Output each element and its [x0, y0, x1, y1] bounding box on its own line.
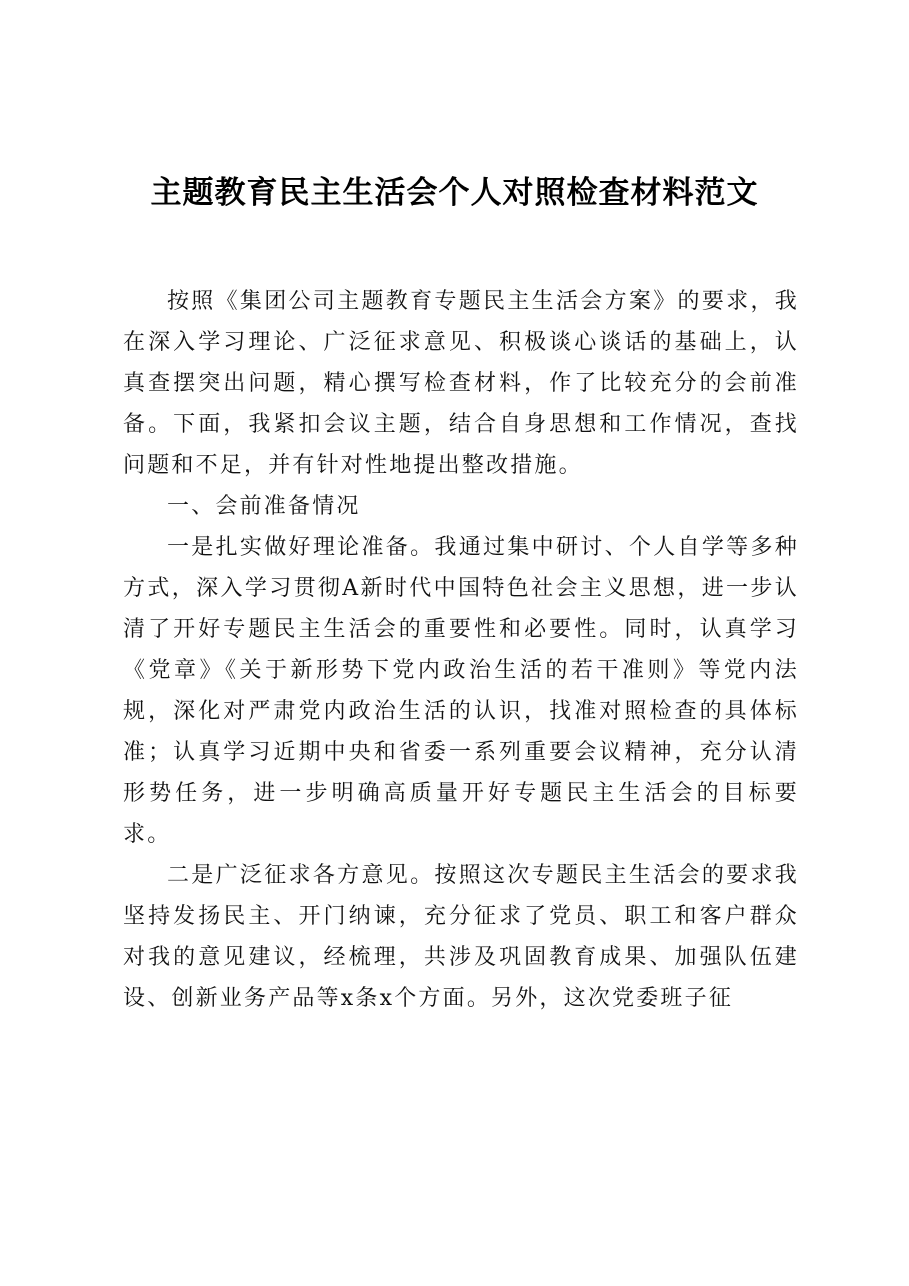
section-heading: 一、会前准备情况	[167, 494, 361, 519]
document-body	[123, 281, 799, 1019]
paragraph-solicit-opinions: 二是广泛征求各方意见。按照这次专题民主生活会的要求我坚持发扬民主、开门纳谏，充分征求了党员、职工和客户群众对我的意见建议，经梳理，共涉及巩固教育成果、加强队伍建设、创新业务产品等x条x个方面。另外，这次党委班子征	[123, 863, 799, 1011]
paragraph-intro: 按照《集团公司主题教育专题民主生活会方案》的要求，我在深入学习理论、广泛征求意见、积极谈心谈话的基础上，认真查摆突出问题，精心撰写检查材料，作了比较充分的会前准备。下面，我紧扣会议主题，结合自身思想和工作情况，查找问题和不足，并有针对性地提出整改措施。	[123, 289, 799, 478]
paragraph-theory-preparation: 一是扎实做好理论准备。我通过集中研讨、个人自学等多种方式，深入学习贯彻A新时代中国特色社会主义思想，进一步认清了开好专题民主生活会的重要性和必要性。同时，认真学习《党章》《关于新形势下党内政治生活的若干准则》等党内法规，深化对严肃党内政治生活的认识，找准对照检查的具体标准；认真学习近期中央和省委一系列重要会议精神，充分认清形势任务，进一步明确高质量开好专题民主生活会的目标要求。	[123, 535, 799, 847]
document-title: 主题教育民主生活会个人对照检查材料范文	[150, 175, 759, 211]
